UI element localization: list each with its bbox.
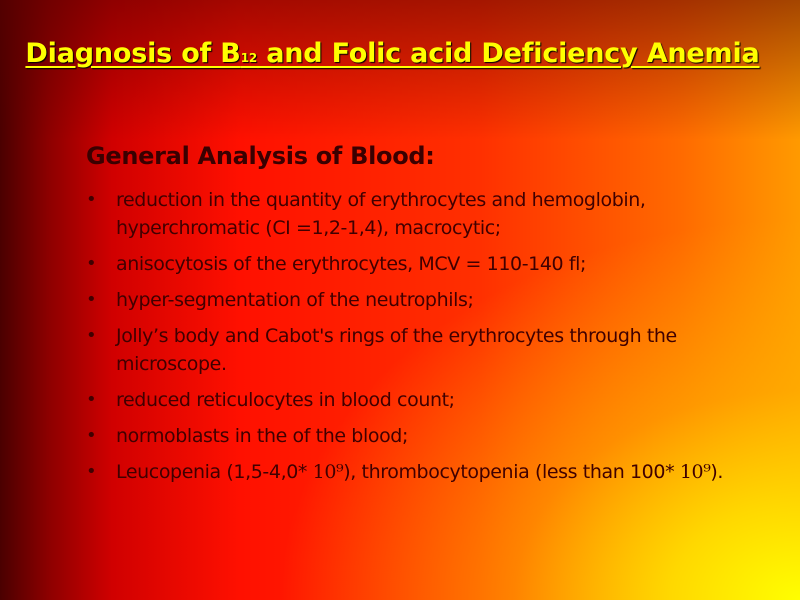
bullet-text: reduction in the quantity of erythrocytes and hemoglobin, hyperchromatic (CI =1,2-1,4), macrocytic; [116, 189, 646, 239]
power-of-ten-b: 10⁹ [679, 461, 711, 483]
bullet-icon: • [86, 461, 97, 482]
bullet-text: hyper-segmentation of the neutrophils; [116, 289, 474, 311]
bullet-item [86, 322, 786, 378]
bullet-icon: • [86, 389, 97, 410]
bullet-item [86, 286, 786, 314]
bullet-icon: • [86, 425, 97, 446]
bullet-item [86, 422, 786, 450]
bullet-item-last [86, 458, 786, 486]
bullet-item [86, 386, 786, 414]
bullet-text: reduced reticulocytes in blood count; [116, 389, 455, 411]
bullet-text-b: ), thrombocytopenia (less than 100* [343, 461, 680, 483]
bullet-item [86, 186, 786, 242]
power-of-ten-a: 10⁹ [312, 461, 344, 483]
slide-title [20, 34, 765, 78]
bullet-icon: • [86, 189, 97, 210]
title-text-part2: and Folic acid Deficiency Anemia [257, 38, 760, 69]
bullet-item [86, 250, 786, 278]
bullet-text: anisocytosis of the erythrocytes, MCV = 110-140 fl; [116, 253, 587, 275]
bullet-list [86, 186, 786, 494]
section-heading: General Analysis of Blood: [86, 142, 435, 170]
bullet-text-a: Leucopenia (1,5-4,0* [116, 461, 313, 483]
title-text-part1: Diagnosis of B [25, 38, 241, 69]
bullet-text: normoblasts in the of the blood; [116, 425, 408, 447]
bullet-icon: • [86, 289, 97, 310]
bullet-icon: • [86, 325, 97, 346]
bullet-icon: • [86, 253, 97, 274]
bullet-text: Jolly’s body and Cabot's rings of the erythrocytes through the microscope. [116, 325, 677, 375]
bullet-text-c: ). [710, 461, 724, 483]
title-subscript: 12 [240, 51, 257, 65]
